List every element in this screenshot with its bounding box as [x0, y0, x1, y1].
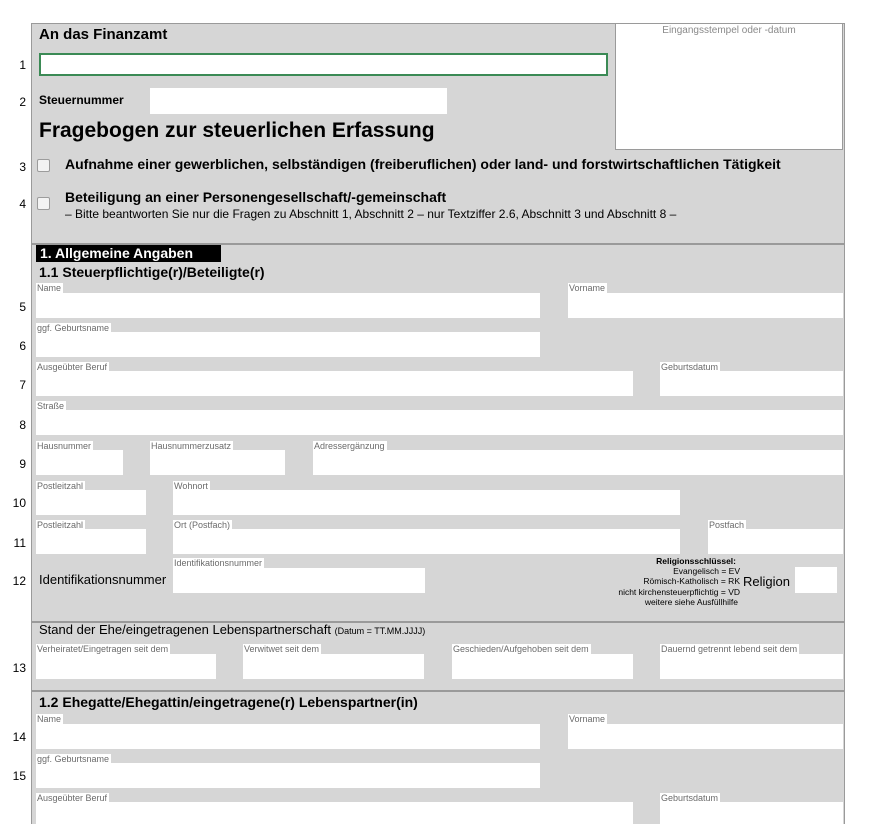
hausnummerzusatz-label: Hausnummerzusatz	[151, 441, 232, 451]
geburtsdatum-label: Geburtsdatum	[661, 362, 719, 372]
name-label: Name	[37, 283, 62, 293]
row-number-5: 5	[19, 300, 26, 314]
row-number-9: 9	[19, 457, 26, 471]
strasse-label: Straße	[37, 401, 65, 411]
getrennt-seit-label: Dauernd getrennt lebend seit dem	[661, 644, 798, 654]
geburtsname-label: ggf. Geburtsname	[37, 323, 110, 333]
tax-registration-form	[31, 23, 845, 824]
geschieden-seit-label: Geschieden/Aufgehoben seit dem	[453, 644, 589, 654]
strasse-input[interactable]	[36, 410, 843, 435]
row-number-8: 8	[19, 418, 26, 432]
beruf-input[interactable]	[36, 371, 633, 396]
wohnort-input[interactable]	[173, 490, 680, 515]
religion-key-title: Religionsschlüssel:	[656, 556, 736, 566]
stand-der-ehe-text: Stand der Ehe/eingetragenen Lebenspartnerschaft	[39, 622, 331, 637]
postleitzahl-postfach-label: Postleitzahl	[37, 520, 84, 530]
religion-key-ev: Evangelisch = EV	[673, 566, 740, 576]
verheiratet-seit-input[interactable]	[36, 654, 216, 679]
religion-label: Religion	[743, 574, 790, 589]
religion-key-vd: nicht kirchensteuerpflichtig = VD	[618, 587, 740, 597]
row-number-1: 1	[19, 58, 26, 72]
getrennt-seit-input[interactable]	[660, 654, 843, 679]
stand-der-ehe-hint: (Datum = TT.MM.JJJJ)	[334, 626, 426, 636]
row-number-13: 13	[12, 661, 26, 675]
postfach-label: Postfach	[709, 520, 745, 530]
option-taetigkeit-label: Aufnahme einer gewerblichen, selbständigen (freiberuflichen) oder land- und forstwirtschaftlichen Tätigkeit	[65, 156, 781, 172]
hausnummer-input[interactable]	[36, 450, 123, 475]
row-number-7: 7	[19, 378, 26, 392]
ort-postfach-label: Ort (Postfach)	[174, 520, 231, 530]
row-number-14: 14	[12, 730, 26, 744]
ehegatte-name-label: Name	[37, 714, 62, 724]
ehegatte-geburtsname-input[interactable]	[36, 763, 540, 788]
religion-key-more: weitere siehe Ausfüllhilfe	[644, 597, 738, 607]
finanzamt-title: An das Finanzamt	[39, 26, 168, 43]
hausnummerzusatz-input[interactable]	[150, 450, 285, 475]
steuernummer-input[interactable]	[150, 88, 447, 114]
ort-postfach-input[interactable]	[173, 529, 680, 554]
vorname-label: Vorname	[569, 283, 606, 293]
ehegatte-geburtsdatum-input[interactable]	[660, 802, 843, 827]
religion-input[interactable]	[795, 567, 837, 593]
row-number-6: 6	[19, 339, 26, 353]
ehegatte-vorname-label: Vorname	[569, 714, 606, 724]
hausnummer-label: Hausnummer	[37, 441, 92, 451]
postleitzahl-label: Postleitzahl	[37, 481, 84, 491]
section-1-1-title: 1.1 Steuerpflichtige(r)/Beteiligte(r)	[39, 264, 265, 280]
adressergaenzung-label: Adressergänzung	[314, 441, 385, 451]
verwitwet-seit-label: Verwitwet seit dem	[244, 644, 320, 654]
identifikationsnummer-input[interactable]	[173, 568, 425, 593]
stamp-box	[615, 23, 843, 150]
postleitzahl-input[interactable]	[36, 490, 146, 515]
checkbox-beteiligung[interactable]	[37, 197, 50, 210]
vorname-input[interactable]	[568, 293, 843, 318]
ehegatte-beruf-label: Ausgeübter Beruf	[37, 793, 108, 803]
row-number-10: 10	[12, 496, 26, 510]
postfach-input[interactable]	[708, 529, 843, 554]
ehegatte-vorname-input[interactable]	[568, 724, 843, 749]
option-beteiligung-note: – Bitte beantworten Sie nur die Fragen zu Abschnitt 1, Abschnitt 2 – nur Textziffer 2.6, Abschnitt 3 und Abschnitt 8 –	[65, 207, 677, 221]
wohnort-label: Wohnort	[174, 481, 208, 491]
form-title: Fragebogen zur steuerlichen Erfassung	[39, 119, 435, 142]
row-number-11: 11	[13, 536, 26, 550]
identifikationsnummer-label: Identifikationsnummer	[39, 572, 167, 587]
geburtsdatum-input[interactable]	[660, 371, 843, 396]
ehegatte-geburtsname-label: ggf. Geburtsname	[37, 754, 110, 764]
verwitwet-seit-input[interactable]	[243, 654, 424, 679]
name-input[interactable]	[36, 293, 540, 318]
ehegatte-beruf-input[interactable]	[36, 802, 633, 827]
finanzamt-input[interactable]	[39, 53, 608, 76]
identifikationsnummer-caption: Identifikationsnummer	[174, 558, 263, 568]
stand-der-ehe-title	[39, 622, 425, 637]
stamp-label: Eingangsstempel oder -datum	[662, 25, 796, 36]
row-number-15: 15	[12, 769, 26, 783]
beruf-label: Ausgeübter Beruf	[37, 362, 108, 372]
ehegatte-geburtsdatum-label: Geburtsdatum	[661, 793, 719, 803]
option-beteiligung-label: Beteiligung an einer Personengesellschaft/-gemeinschaft	[65, 189, 447, 205]
section-1-2-title: 1.2 Ehegatte/Ehegattin/eingetragene(r) Lebenspartner(in)	[39, 694, 418, 710]
row-number-4: 4	[19, 197, 26, 211]
ehegatte-name-input[interactable]	[36, 724, 540, 749]
verheiratet-seit-label: Verheiratet/Eingetragen seit dem	[37, 644, 169, 654]
geburtsname-input[interactable]	[36, 332, 540, 357]
row-number-12: 12	[12, 574, 26, 588]
geschieden-seit-input[interactable]	[452, 654, 633, 679]
postleitzahl-postfach-input[interactable]	[36, 529, 146, 554]
religion-key-rk: Römisch-Katholisch = RK	[643, 576, 740, 586]
steuernummer-label: Steuernummer	[39, 93, 124, 107]
row-number-3: 3	[19, 160, 26, 174]
checkbox-taetigkeit[interactable]	[37, 159, 50, 172]
adressergaenzung-input[interactable]	[313, 450, 843, 475]
divider	[32, 690, 844, 692]
row-number-2: 2	[19, 95, 26, 109]
section-1-title: 1. Allgemeine Angaben	[36, 245, 221, 262]
